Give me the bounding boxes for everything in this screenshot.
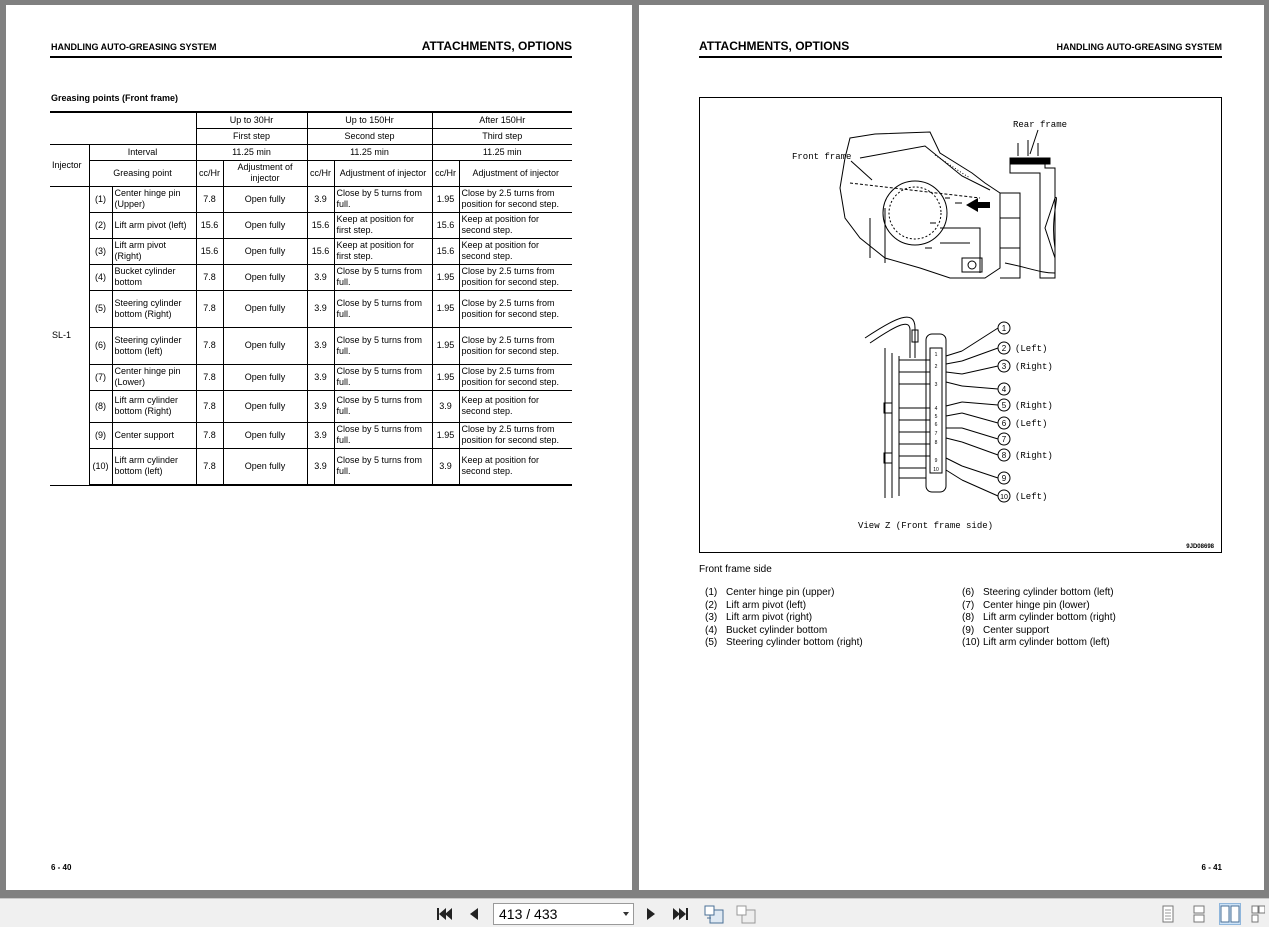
callout-side: (Left) bbox=[1015, 344, 1048, 354]
facing-pages-view-button[interactable] bbox=[1219, 903, 1241, 925]
continuous-page-icon bbox=[1191, 905, 1207, 923]
adjustment-value: Open fully bbox=[223, 422, 307, 448]
greasing-point: Bucket cylinder bottom bbox=[112, 264, 196, 290]
cc-value: 3.9 bbox=[307, 390, 334, 422]
greasing-point: Lift arm cylinder bottom (left) bbox=[112, 448, 196, 485]
legend-text: Lift arm cylinder bottom (right) bbox=[983, 612, 1116, 624]
legend-number: (1) bbox=[705, 587, 718, 598]
legend-list-right bbox=[962, 587, 1116, 650]
table-row bbox=[50, 212, 572, 238]
continuous-facing-icon bbox=[1251, 905, 1265, 923]
injector-header: Injector bbox=[50, 144, 89, 186]
legend-item bbox=[705, 637, 863, 650]
adjustment-value: Keep at position for first step. bbox=[334, 212, 432, 238]
adjust-header: Adjustment of injector bbox=[459, 160, 572, 186]
table-row bbox=[50, 186, 572, 212]
interval-value: 11.25 min bbox=[432, 144, 572, 160]
page-number: 6 - 40 bbox=[51, 863, 72, 872]
interval-value: 11.25 min bbox=[196, 144, 307, 160]
cc-value: 3.9 bbox=[307, 186, 334, 212]
previous-page-button[interactable] bbox=[463, 903, 485, 925]
cc-value: 7.8 bbox=[196, 364, 223, 390]
legend-text: Center hinge pin (upper) bbox=[726, 587, 835, 598]
legend-item bbox=[705, 625, 863, 638]
legend-number: (10) bbox=[962, 637, 980, 649]
interval-value: 11.25 min bbox=[307, 144, 432, 160]
single-page-icon bbox=[1160, 905, 1176, 923]
legend-text: Center support bbox=[983, 624, 1050, 636]
legend-number: (8) bbox=[962, 612, 975, 624]
block-number: 6 bbox=[934, 422, 938, 428]
cc-value: 7.8 bbox=[196, 448, 223, 485]
legend-item bbox=[962, 600, 1116, 613]
header-section-title: HANDLING AUTO-GREASING SYSTEM bbox=[51, 42, 217, 52]
adjustment-value: Close by 2.5 turns from position for second step. bbox=[459, 364, 572, 390]
front-frame-leader bbox=[851, 161, 872, 180]
cc-value: 3.9 bbox=[307, 422, 334, 448]
page-number: 6 - 41 bbox=[1201, 863, 1222, 872]
legend-text: Lift arm cylinder bottom (left) bbox=[983, 637, 1110, 649]
facing-pages-icon bbox=[1220, 905, 1240, 923]
cc-value: 7.8 bbox=[196, 422, 223, 448]
legend-text: Lift arm pivot (left) bbox=[726, 599, 807, 611]
adjustment-value: Close by 5 turns from full. bbox=[334, 448, 432, 485]
figure-caption: Front frame side bbox=[699, 564, 772, 575]
callout-number: 7 bbox=[1001, 435, 1007, 444]
last-page-button[interactable] bbox=[670, 903, 692, 925]
page-indicator: 413 / 433 bbox=[499, 906, 558, 922]
cc-value: 1.95 bbox=[432, 290, 459, 327]
table-corner bbox=[50, 112, 196, 144]
header-rule bbox=[50, 56, 572, 58]
cc-value: 15.6 bbox=[432, 212, 459, 238]
table-row bbox=[50, 364, 572, 390]
header-rule bbox=[699, 56, 1222, 58]
next-page-button[interactable] bbox=[640, 903, 662, 925]
step-header: First step bbox=[196, 128, 307, 144]
adjustment-value: Close by 2.5 turns from position for second step. bbox=[459, 264, 572, 290]
cc-value: 1.95 bbox=[432, 364, 459, 390]
row-number: (4) bbox=[89, 264, 112, 290]
greasing-point: Steering cylinder bottom (left) bbox=[112, 327, 196, 364]
callout-group bbox=[998, 322, 1053, 502]
adjustment-value: Open fully bbox=[223, 327, 307, 364]
greasing-point: Lift arm pivot (Right) bbox=[112, 238, 196, 264]
adjustment-value: Open fully bbox=[223, 238, 307, 264]
cc-value: 1.95 bbox=[432, 186, 459, 212]
legend-text: Bucket cylinder bottom bbox=[726, 624, 828, 636]
greasing-points-table bbox=[50, 111, 572, 486]
callout-number: 10 bbox=[1000, 494, 1008, 501]
cc-value: 3.9 bbox=[307, 364, 334, 390]
row-number: (10) bbox=[89, 448, 112, 485]
table-row bbox=[50, 238, 572, 264]
callout-number: 9 bbox=[1001, 474, 1007, 483]
figure-id: 9JD08698 bbox=[1186, 544, 1214, 550]
front-frame-label: Front frame bbox=[792, 152, 852, 162]
table-row bbox=[50, 327, 572, 364]
callout-number: 8 bbox=[1001, 451, 1007, 460]
row-number: (5) bbox=[89, 290, 112, 327]
chevron-down-icon[interactable] bbox=[623, 912, 629, 916]
callout-side: (Left) bbox=[1015, 492, 1048, 502]
cc-value: 7.8 bbox=[196, 390, 223, 422]
header-section-title: HANDLING AUTO-GREASING SYSTEM bbox=[1056, 42, 1222, 52]
adjust-header: Adjustment of injector bbox=[334, 160, 432, 186]
callout-side: (Right) bbox=[1015, 451, 1053, 461]
legend-number: (5) bbox=[705, 637, 718, 649]
callout-side: (Right) bbox=[1015, 362, 1053, 372]
cc-value: 7.8 bbox=[196, 186, 223, 212]
phase-header: Up to 150Hr bbox=[307, 112, 432, 128]
view-z-caption: View Z (Front frame side) bbox=[858, 521, 994, 531]
legend-text: Center hinge pin (lower) bbox=[983, 599, 1090, 611]
block-number: 7 bbox=[934, 431, 938, 437]
legend-number: (7) bbox=[962, 599, 975, 611]
callout-number: 1 bbox=[1001, 324, 1007, 333]
adjustment-value: Open fully bbox=[223, 390, 307, 422]
block-number: 8 bbox=[934, 440, 938, 446]
adjustment-value: Close by 5 turns from full. bbox=[334, 422, 432, 448]
cc-value: 1.95 bbox=[432, 264, 459, 290]
continuous-page-view-button[interactable] bbox=[1188, 903, 1210, 925]
rear-frame-leader bbox=[1030, 130, 1038, 154]
row-number: (7) bbox=[89, 364, 112, 390]
row-number: (6) bbox=[89, 327, 112, 364]
cc-value: 3.9 bbox=[307, 264, 334, 290]
rear-frame-label: Rear frame bbox=[1013, 120, 1068, 130]
legend-list-left bbox=[705, 587, 863, 650]
cc-value: 7.8 bbox=[196, 290, 223, 327]
block-number: 10 bbox=[933, 467, 939, 473]
front-frame-drawing bbox=[700, 98, 1221, 552]
block-number: 1 bbox=[934, 352, 938, 358]
cc-value: 3.9 bbox=[432, 390, 459, 422]
adjustment-value: Close by 5 turns from full. bbox=[334, 290, 432, 327]
table-row bbox=[50, 264, 572, 290]
callout-number: 6 bbox=[1001, 419, 1007, 428]
cc-value: 7.8 bbox=[196, 327, 223, 364]
adjustment-value: Close by 5 turns from full. bbox=[334, 390, 432, 422]
callout-number: 3 bbox=[1001, 362, 1007, 371]
adjustment-value: Close by 5 turns from full. bbox=[334, 364, 432, 390]
phase-header: Up to 30Hr bbox=[196, 112, 307, 128]
row-number: (8) bbox=[89, 390, 112, 422]
block-number: 5 bbox=[934, 414, 938, 420]
adjustment-value: Close by 5 turns from full. bbox=[334, 327, 432, 364]
adjustment-value: Open fully bbox=[223, 448, 307, 485]
cc-value: 15.6 bbox=[196, 238, 223, 264]
legend-item bbox=[705, 587, 863, 600]
block-number: 9 bbox=[934, 458, 938, 464]
callout-number: 4 bbox=[1001, 385, 1007, 394]
cc-value: 3.9 bbox=[432, 448, 459, 485]
legend-text: Steering cylinder bottom (right) bbox=[726, 637, 863, 649]
greasing-point: Center hinge pin (Lower) bbox=[112, 364, 196, 390]
legend-item bbox=[962, 637, 1116, 650]
previous-page-icon bbox=[467, 906, 481, 922]
row-number: (9) bbox=[89, 422, 112, 448]
single-page-view-button[interactable] bbox=[1157, 903, 1179, 925]
legend-number: (3) bbox=[705, 612, 718, 624]
legend-number: (2) bbox=[705, 599, 718, 611]
step-header: Third step bbox=[432, 128, 572, 144]
viewer-toolbar bbox=[0, 898, 1269, 927]
first-page-icon bbox=[435, 906, 453, 922]
adjustment-value: Close by 2.5 turns from position for second step. bbox=[459, 422, 572, 448]
adjustment-value: Close by 2.5 turns from position for second step. bbox=[459, 327, 572, 364]
legend-item bbox=[705, 612, 863, 625]
callout-number: 5 bbox=[1001, 401, 1007, 410]
cc-value: 3.9 bbox=[307, 448, 334, 485]
adjustment-value: Close by 2.5 turns from position for second step. bbox=[459, 186, 572, 212]
adjustment-value: Keep at position for second step. bbox=[459, 448, 572, 485]
adjustment-value: Keep at position for first step. bbox=[334, 238, 432, 264]
view-z-label: Z bbox=[983, 201, 989, 211]
cc-value: 15.6 bbox=[307, 238, 334, 264]
header-chapter-title: ATTACHMENTS, OPTIONS bbox=[699, 39, 850, 53]
document-page-left bbox=[6, 5, 632, 890]
block-number: 3 bbox=[934, 382, 938, 388]
row-number: (3) bbox=[89, 238, 112, 264]
cc-value: 15.6 bbox=[307, 212, 334, 238]
greasing-point: Steering cylinder bottom (Right) bbox=[112, 290, 196, 327]
next-page-icon bbox=[644, 906, 658, 922]
callout-side: (Right) bbox=[1015, 401, 1053, 411]
legend-number: (9) bbox=[962, 624, 975, 636]
legend-item bbox=[962, 612, 1116, 625]
cc-value: 3.9 bbox=[307, 327, 334, 364]
rotate-right-icon bbox=[735, 904, 757, 924]
document-page-right bbox=[639, 5, 1264, 890]
adjustment-value: Open fully bbox=[223, 364, 307, 390]
last-page-icon bbox=[672, 906, 690, 922]
legend-item bbox=[962, 625, 1116, 638]
rotate-right-button[interactable] bbox=[735, 903, 757, 925]
manifold-block-numbers bbox=[933, 352, 939, 473]
adjustment-value: Close by 2.5 turns from position for second step. bbox=[459, 290, 572, 327]
legend-item bbox=[962, 587, 1116, 600]
block-number: 2 bbox=[934, 364, 938, 370]
legend-number: (4) bbox=[705, 624, 718, 636]
adjustment-value: Open fully bbox=[223, 290, 307, 327]
adjustment-value: Open fully bbox=[223, 212, 307, 238]
page-number-input[interactable] bbox=[493, 903, 634, 925]
legend-number: (6) bbox=[962, 587, 975, 598]
table-row bbox=[50, 448, 572, 485]
greasing-figure bbox=[699, 97, 1222, 553]
step-header: Second step bbox=[307, 128, 432, 144]
interval-label: Interval bbox=[89, 144, 196, 160]
injector-name: SL-1 bbox=[50, 186, 89, 485]
greasing-point: Lift arm pivot (left) bbox=[112, 212, 196, 238]
cc-value: 3.9 bbox=[307, 290, 334, 327]
table-row bbox=[50, 390, 572, 422]
row-number: (1) bbox=[89, 186, 112, 212]
callout-side: (Left) bbox=[1015, 419, 1048, 429]
first-page-button[interactable] bbox=[433, 903, 455, 925]
legend-text: Lift arm pivot (right) bbox=[726, 612, 813, 624]
greasing-point-header: Greasing point bbox=[89, 160, 196, 186]
header-chapter-title: ATTACHMENTS, OPTIONS bbox=[421, 39, 572, 53]
adjustment-value: Keep at position for second step. bbox=[459, 238, 572, 264]
legend-text: Steering cylinder bottom (left) bbox=[983, 587, 1114, 598]
adjust-header: Adjustment of injector bbox=[223, 160, 307, 186]
adjustment-value: Keep at position for second step. bbox=[459, 390, 572, 422]
rotate-left-button[interactable] bbox=[703, 903, 725, 925]
cc-value: 15.6 bbox=[432, 238, 459, 264]
rotate-left-icon bbox=[703, 904, 725, 924]
greasing-point: Lift arm cylinder bottom (Right) bbox=[112, 390, 196, 422]
greasing-point: Center support bbox=[112, 422, 196, 448]
cc-header: cc/Hr bbox=[432, 160, 459, 186]
legend-item bbox=[705, 600, 863, 613]
cc-header: cc/Hr bbox=[196, 160, 223, 186]
cc-header: cc/Hr bbox=[307, 160, 334, 186]
section-title: Greasing points (Front frame) bbox=[51, 93, 179, 103]
phase-header: After 150Hr bbox=[432, 112, 572, 128]
cc-value: 1.95 bbox=[432, 327, 459, 364]
cc-value: 7.8 bbox=[196, 264, 223, 290]
adjustment-value: Close by 5 turns from full. bbox=[334, 264, 432, 290]
callout-number: 2 bbox=[1001, 344, 1007, 353]
row-number: (2) bbox=[89, 212, 112, 238]
adjustment-value: Open fully bbox=[223, 264, 307, 290]
adjustment-value: Keep at position for second step. bbox=[459, 212, 572, 238]
adjustment-value: Close by 5 turns from full. bbox=[334, 186, 432, 212]
continuous-facing-view-button[interactable] bbox=[1250, 903, 1266, 925]
adjustment-value: Open fully bbox=[223, 186, 307, 212]
cc-value: 1.95 bbox=[432, 422, 459, 448]
cc-value: 15.6 bbox=[196, 212, 223, 238]
greasing-point: Center hinge pin (Upper) bbox=[112, 186, 196, 212]
table-row bbox=[50, 422, 572, 448]
table-row bbox=[50, 290, 572, 327]
block-number: 4 bbox=[934, 406, 938, 412]
